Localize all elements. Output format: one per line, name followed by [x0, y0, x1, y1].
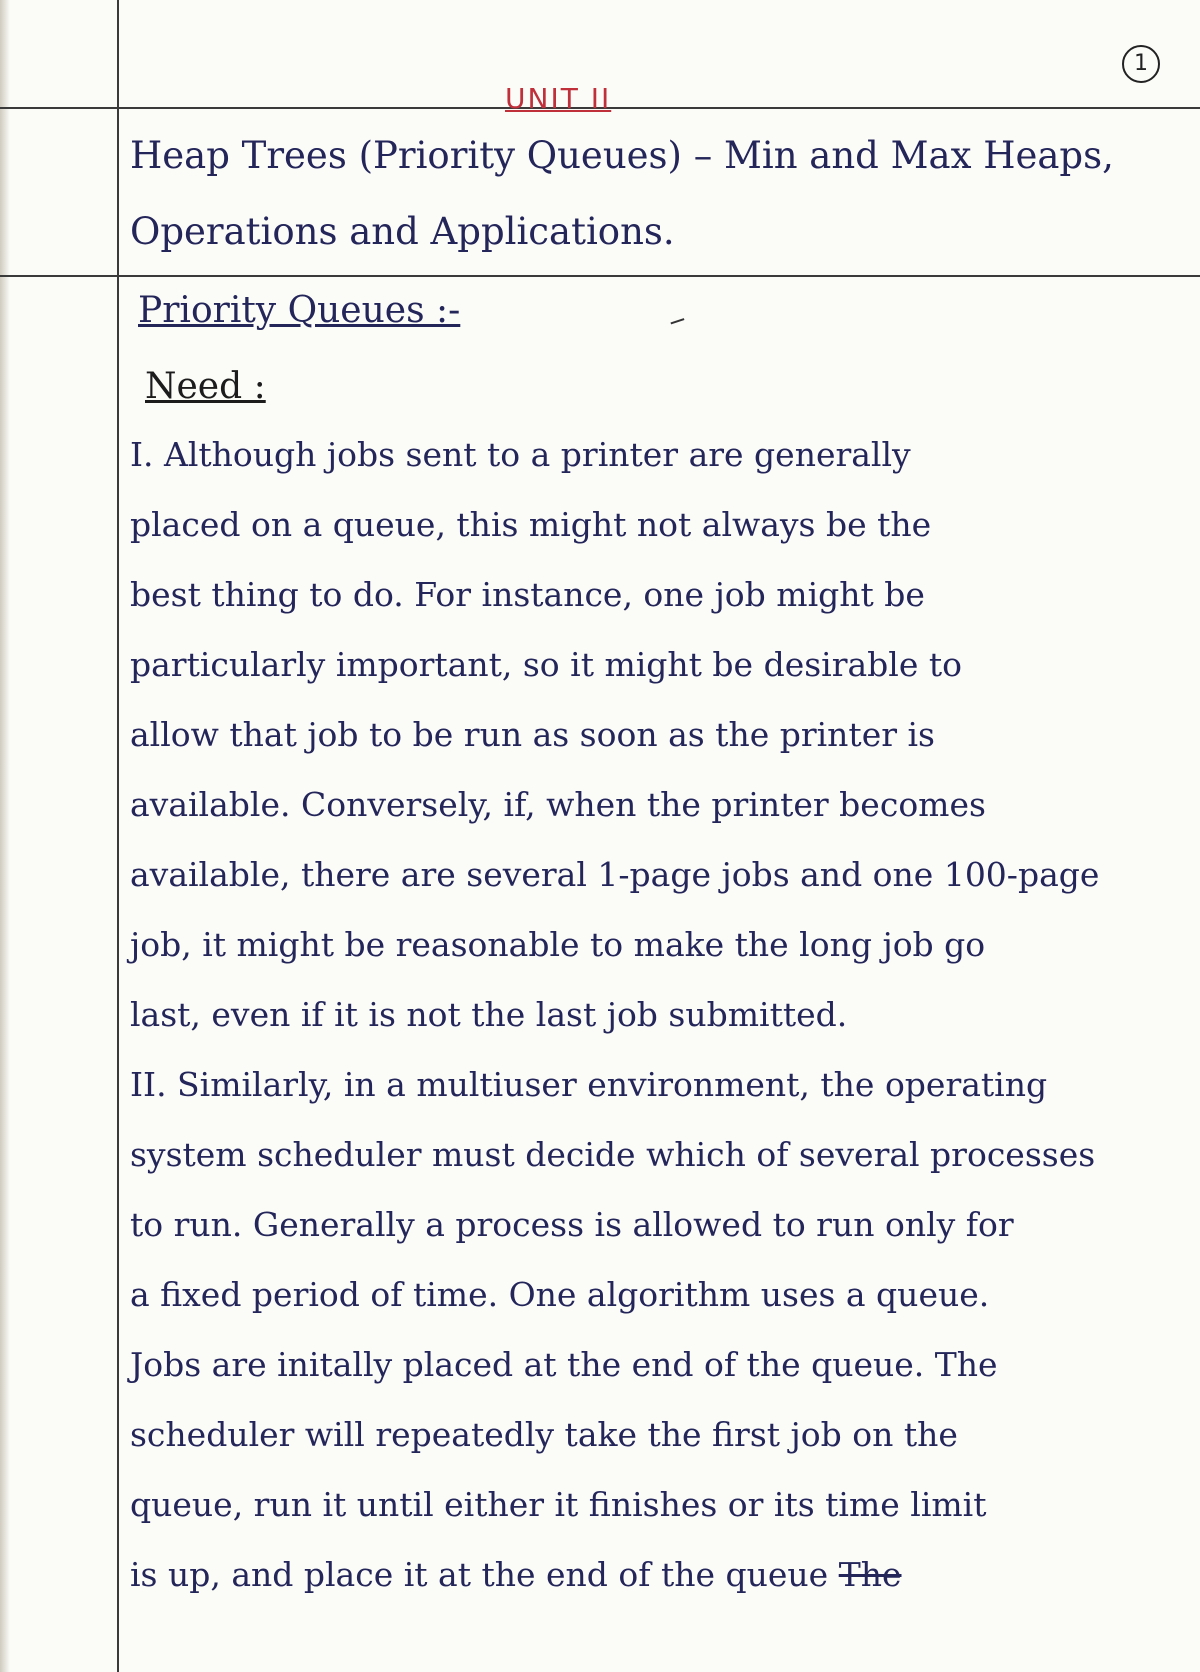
- margin-line: [117, 0, 119, 1672]
- text-line: particularly important, so it might be desirable to: [130, 645, 962, 684]
- topic-line: Operations and Applications.: [130, 210, 675, 253]
- text-line: available, there are several 1-page jobs and one 100-page: [130, 855, 1100, 894]
- last-line-text: is up, and place it at the end of the queue: [130, 1555, 829, 1594]
- text-line: Jobs are initally placed at the end of the queue. The: [130, 1345, 998, 1384]
- text-line: best thing to do. For instance, one job might be: [130, 575, 925, 614]
- header-rule: [0, 275, 1200, 277]
- text-line: last, even if it is not the last job submitted.: [130, 995, 848, 1034]
- text-line: II. Similarly, in a multiuser environment, the operating: [130, 1065, 1048, 1104]
- body-text: [130, 420, 1185, 1610]
- page-edge-shadow: [0, 0, 10, 1672]
- text-line: job, it might be reasonable to make the long job go: [130, 925, 986, 964]
- text-line: allow that job to be run as soon as the printer is: [130, 715, 935, 754]
- text-line: placed on a queue, this might not always be the: [130, 505, 932, 544]
- text-line-last: [130, 1540, 1185, 1610]
- topic-title: [130, 118, 1170, 270]
- text-line: I. Although jobs sent to a printer are generally: [130, 435, 911, 474]
- section-subheading: Need :: [145, 366, 266, 407]
- text-line: to run. Generally a process is allowed to run only for: [130, 1205, 1014, 1244]
- text-line: scheduler will repeatedly take the first job on the: [130, 1415, 958, 1454]
- text-line: available. Conversely, if, when the printer becomes: [130, 785, 986, 824]
- text-line: a fixed period of time. One algorithm uses a queue.: [130, 1275, 990, 1314]
- stray-pen-mark: [670, 318, 687, 334]
- text-line: system scheduler must decide which of several processes: [130, 1135, 1096, 1174]
- unit-title: UNIT II: [505, 82, 612, 115]
- section-heading: Priority Queues :-: [138, 290, 461, 331]
- page-number: 1: [1122, 45, 1160, 83]
- topic-line: Heap Trees (Priority Queues) – Min and Max Heaps,: [130, 134, 1114, 177]
- text-line: queue, run it until either it finishes or its time limit: [130, 1485, 987, 1524]
- struck-word: The: [838, 1555, 902, 1594]
